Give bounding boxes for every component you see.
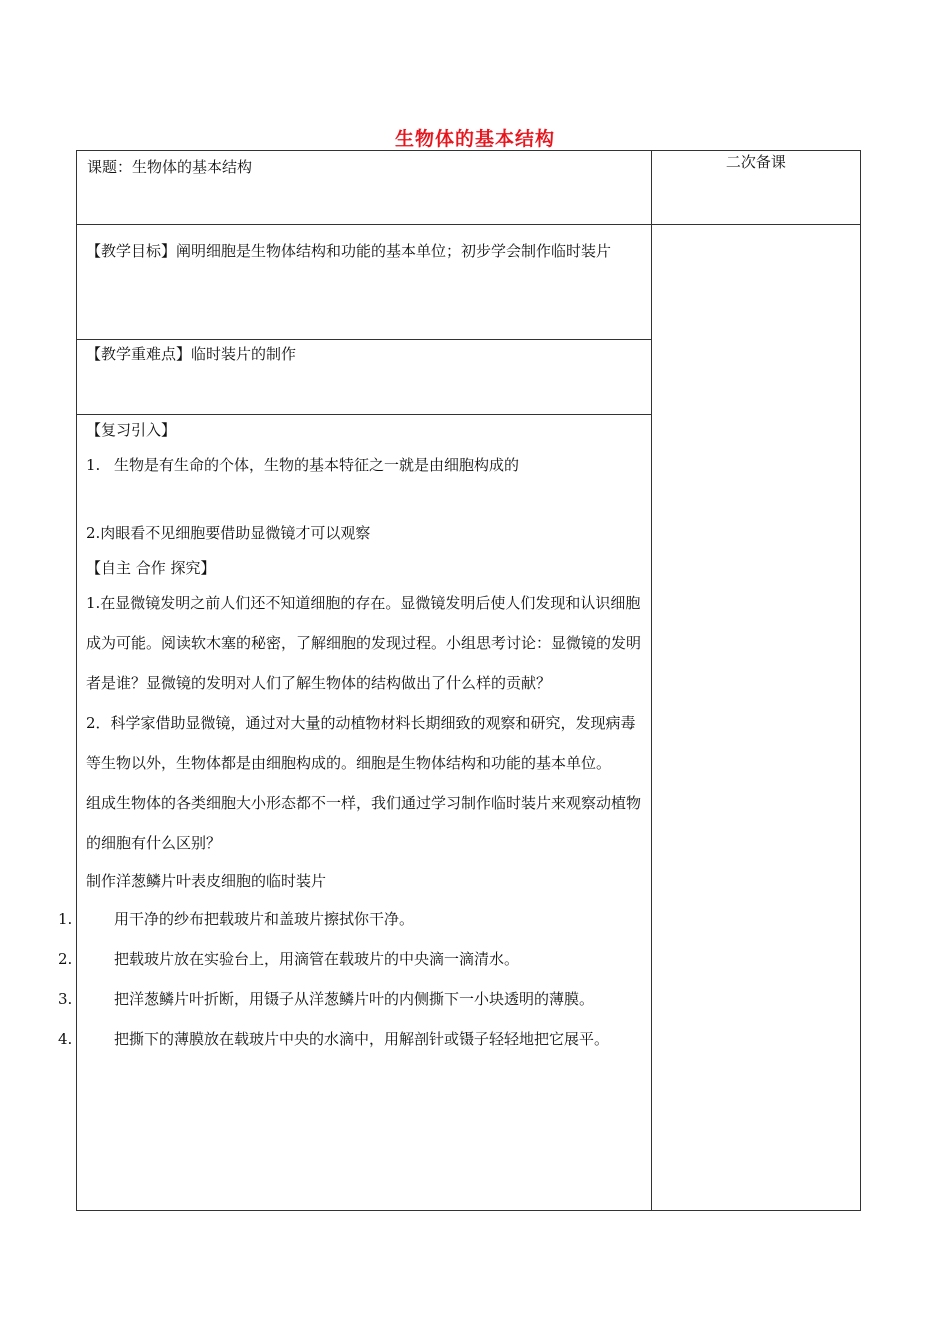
goal-text: 【教学目标】阐明细胞是生物体结构和功能的基本单位；初步学会制作临时装片 [86,242,612,260]
review-item-2: 2.肉眼看不见细胞要借助显微镜才可以观察 [86,524,371,542]
lesson-plan-table [58,150,861,1211]
subject-row [77,151,861,225]
subject-cell [77,151,652,225]
step-4-num: 4. [58,1030,73,1048]
goal-row [77,225,861,340]
step-title: 制作洋葱鳞片叶表皮细胞的临时装片 [86,872,327,890]
subject-text: 课题：生物体的基本结构 [87,158,253,176]
step-2-text: 把载玻片放在实验台上，用滴管在载玻片的中央滴一滴清水。 [114,950,520,968]
list-item [58,979,642,1019]
step-1-text: 用干净的纱布把载玻片和盖玻片擦拭你干净。 [114,910,415,928]
second-prep-header: 二次备课 [651,151,860,225]
main-content-cell [58,415,652,1211]
document-title: 生物体的基本结构 [394,128,555,150]
explore-para-1: 1.在显微镜发明之前人们还不知道细胞的存在。显微镜发明后使人们发现和认识细胞成为可能。阅读软木塞的秘密，了解细胞的发现过程。小组思考讨论：显微镜的发明者是谁？显微镜的发明对人们了解生物体的结构做出了什么样的贡献？ [86,594,642,692]
review-item-1-num: 1. [86,456,101,474]
step-4-text: 把撕下的薄膜放在载玻片中央的水滴中，用解剖针或镊子轻轻地把它展平。 [114,1030,610,1048]
review-item-1-text: 生物是有生命的个体，生物的基本特征之一就是由细胞构成的 [114,456,520,474]
goal-cell [77,225,652,340]
step-3-text: 把洋葱鳞片叶折断，用镊子从洋葱鳞片叶的内侧撕下一小块透明的薄膜。 [114,990,595,1008]
difficulty-cell [77,340,652,415]
list-item [58,939,642,979]
step-3-num: 3. [58,990,73,1008]
review-heading: 【复习引入】 [86,421,177,439]
step-2-num: 2. [58,950,73,968]
explore-para-3: 组成生物体的各类细胞大小形态都不一样，我们通过学习制作临时装片来观察动植物的细胞有什么区别？ [86,794,642,852]
list-item [58,1019,642,1059]
explore-section [58,553,651,1059]
review-section [77,415,651,553]
explore-heading: 【自主 合作 探究】 [86,559,216,577]
difficulty-text: 【教学重难点】临时装片的制作 [86,345,297,363]
second-prep-notes-cell [651,225,860,1211]
review-item-1 [86,445,642,485]
explore-para-2: 2．科学家借助显微镜，通过对大量的动植物材料长期细致的观察和研究，发现病毒等生物以外，生物体都是由细胞构成的。细胞是生物体结构和功能的基本单位。 [86,714,636,772]
list-item [58,899,642,939]
step-1-num: 1. [58,910,73,928]
